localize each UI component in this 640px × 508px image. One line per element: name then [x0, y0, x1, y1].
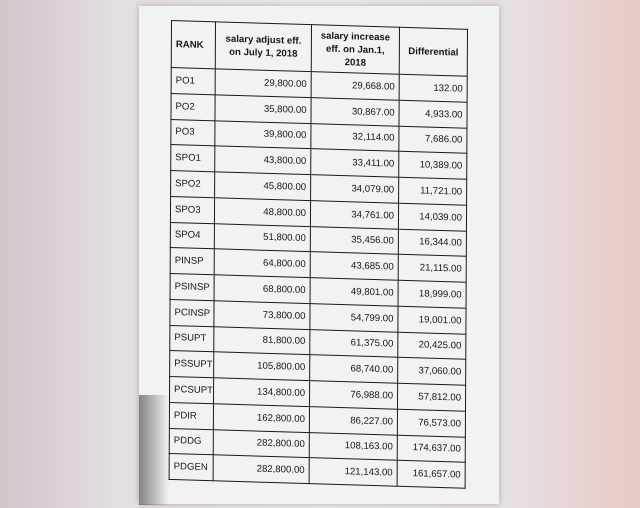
cell-salary-adjust: 35,800.00 — [215, 95, 311, 124]
cell-rank: PCINSP — [170, 299, 214, 326]
cell-differential: 4,933.00 — [399, 100, 467, 128]
cell-rank: PCSUPT — [169, 376, 213, 403]
cell-rank: SPO3 — [170, 196, 214, 223]
header-rank: RANK — [171, 21, 215, 69]
cell-rank: PO3 — [171, 119, 215, 146]
cell-salary-adjust: 105,800.00 — [214, 352, 310, 381]
cell-salary-adjust: 134,800.00 — [213, 378, 309, 407]
cell-differential: 14,039.00 — [398, 203, 466, 231]
header-salary-increase: salary increase eff. on Jan.1, 2018 — [311, 25, 399, 75]
cell-salary-adjust: 73,800.00 — [214, 301, 310, 330]
cell-salary-increase: 29,668.00 — [311, 72, 399, 100]
header-differential: Differential — [399, 27, 467, 76]
cell-salary-increase: 61,375.00 — [310, 329, 398, 357]
cell-salary-adjust: 282,800.00 — [213, 429, 309, 458]
cell-salary-adjust: 64,800.00 — [214, 249, 310, 278]
cell-salary-adjust: 48,800.00 — [214, 198, 310, 227]
cell-rank: PO1 — [171, 68, 215, 95]
cell-salary-increase: 35,456.00 — [310, 226, 398, 254]
cell-rank: PDDG — [169, 428, 213, 455]
cell-salary-adjust: 39,800.00 — [215, 120, 311, 149]
cell-differential: 37,060.00 — [398, 357, 466, 385]
cell-differential: 18,999.00 — [398, 280, 466, 308]
cell-rank: PDGEN — [169, 454, 213, 481]
cell-salary-adjust: 68,800.00 — [214, 275, 310, 304]
cell-salary-increase: 68,740.00 — [310, 355, 398, 383]
cell-salary-increase: 49,801.00 — [310, 278, 398, 306]
cell-differential: 76,573.00 — [397, 409, 465, 437]
cell-salary-increase: 108,163.00 — [309, 432, 397, 460]
cell-rank: PO2 — [171, 93, 215, 120]
cell-rank: PINSP — [170, 248, 214, 275]
cell-salary-increase: 43,685.00 — [310, 252, 398, 280]
salary-table-wrapper — [169, 20, 467, 489]
cell-differential: 10,389.00 — [399, 152, 467, 180]
salary-table — [169, 20, 468, 489]
cell-salary-adjust: 162,800.00 — [213, 404, 309, 433]
cell-salary-increase: 121,143.00 — [309, 458, 397, 486]
cell-salary-adjust: 81,800.00 — [214, 326, 310, 355]
cell-rank: PSUPT — [170, 325, 214, 352]
cell-salary-increase: 33,411.00 — [311, 149, 399, 177]
header-salary-adjust: salary adjust eff. on July 1, 2018 — [215, 22, 311, 72]
cell-salary-increase: 34,079.00 — [311, 175, 399, 203]
cell-rank: PSINSP — [170, 273, 214, 300]
table-body — [169, 68, 467, 489]
cell-salary-increase: 30,867.00 — [311, 97, 399, 125]
cell-differential: 174,637.00 — [397, 435, 465, 463]
cell-rank: PSSUPT — [170, 351, 214, 378]
cell-rank: SPO4 — [170, 222, 214, 249]
shadow — [139, 395, 169, 505]
cell-salary-increase: 32,114.00 — [311, 123, 399, 151]
cell-differential: 161,657.00 — [397, 460, 465, 488]
cell-differential: 21,115.00 — [398, 254, 466, 282]
cell-differential: 19,001.00 — [398, 306, 466, 334]
cell-salary-adjust: 43,800.00 — [215, 146, 311, 175]
cell-differential: 132.00 — [399, 74, 467, 102]
cell-differential: 7,686.00 — [399, 126, 467, 154]
cell-rank: PDIR — [169, 402, 213, 429]
cell-salary-increase: 86,227.00 — [309, 406, 397, 434]
cell-differential: 20,425.00 — [398, 332, 466, 360]
cell-rank: SPO1 — [171, 145, 215, 172]
cell-salary-increase: 54,799.00 — [310, 303, 398, 331]
cell-differential: 11,721.00 — [399, 177, 467, 205]
cell-salary-adjust: 45,800.00 — [215, 172, 311, 201]
cell-differential: 16,344.00 — [398, 229, 466, 257]
cell-salary-increase: 34,761.00 — [310, 200, 398, 228]
cell-differential: 57,812.00 — [397, 383, 465, 411]
cell-rank: SPO2 — [171, 170, 215, 197]
cell-salary-adjust: 51,800.00 — [214, 223, 310, 252]
cell-salary-increase: 76,988.00 — [309, 381, 397, 409]
cell-salary-adjust: 29,800.00 — [215, 69, 311, 98]
cell-salary-adjust: 282,800.00 — [213, 455, 309, 484]
